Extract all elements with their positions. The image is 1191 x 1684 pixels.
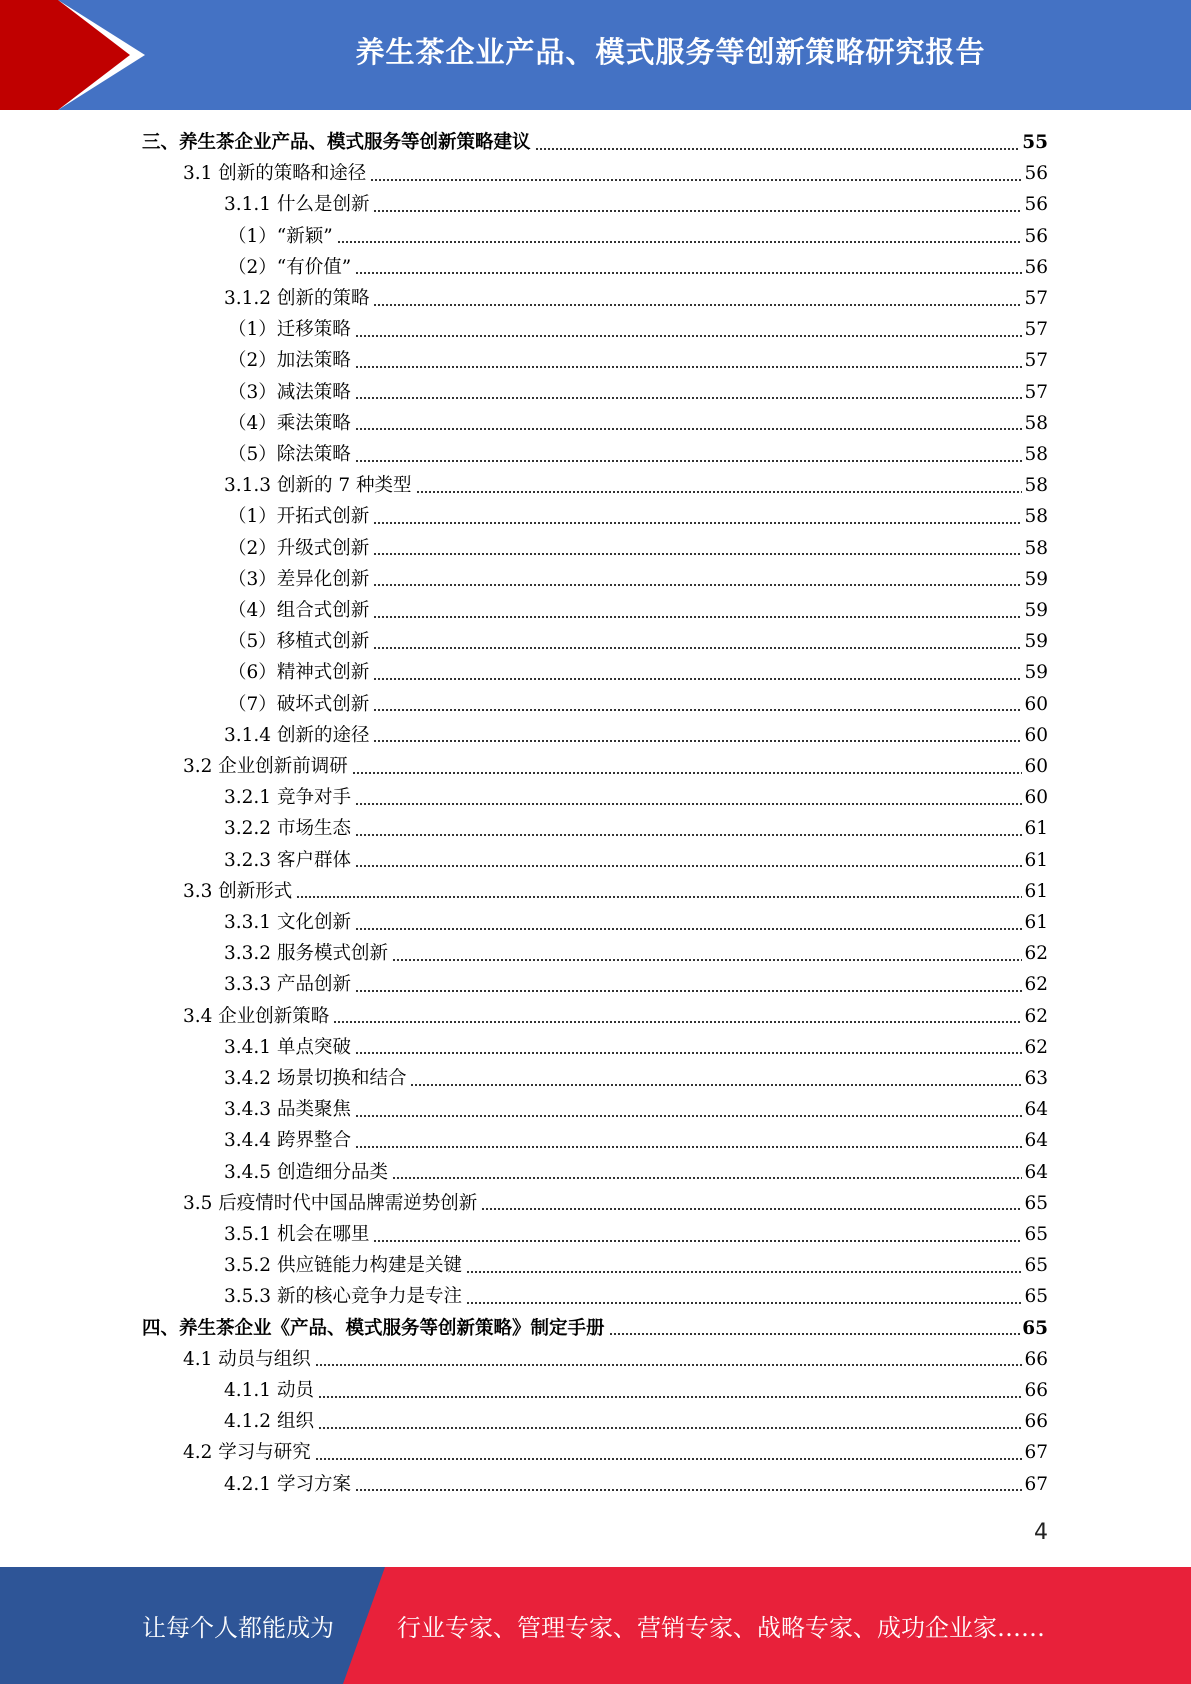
toc-entry[interactable] xyxy=(183,1001,1048,1032)
toc-dot-leader xyxy=(355,460,1023,462)
toc-entry-label: 3.4.2 场景切换和结合 xyxy=(224,1068,407,1089)
toc-entry-page: 60 xyxy=(1024,756,1048,777)
header-chevron-icon xyxy=(0,0,160,110)
toc-entry-label: 3.3 创新形式 xyxy=(183,880,293,902)
toc-entry-label: （2）升级式创新 xyxy=(228,537,370,559)
toc-entry-page: 64 xyxy=(1024,1099,1048,1121)
toc-entry[interactable] xyxy=(224,907,1048,938)
toc-dot-leader xyxy=(355,366,1023,368)
toc-entry[interactable] xyxy=(224,1406,1048,1437)
toc-entry-label: （2）加法策略 xyxy=(228,350,351,372)
toc-dot-leader xyxy=(355,865,1023,867)
toc-dot-leader xyxy=(416,491,1023,493)
toc-entry-label: 3.4.5 创造细分品类 xyxy=(224,1161,388,1183)
toc-dot-leader xyxy=(355,834,1023,836)
toc-dot-leader xyxy=(466,1302,1022,1304)
toc-dot-leader xyxy=(373,522,1022,524)
toc-entry[interactable] xyxy=(224,1469,1048,1500)
toc-entry-label: 4.1 动员与组织 xyxy=(183,1348,311,1370)
toc-entry-page: 60 xyxy=(1024,693,1048,715)
toc-dot-leader xyxy=(296,896,1022,898)
toc-entry[interactable] xyxy=(183,1344,1048,1375)
toc-entry-label: 3.5.2 供应链能力构建是关键 xyxy=(224,1255,462,1277)
toc-entry-page: 58 xyxy=(1024,475,1048,497)
toc-entry[interactable] xyxy=(224,1094,1048,1125)
toc-dot-leader xyxy=(466,1271,1022,1273)
toc-entry[interactable] xyxy=(228,501,1048,532)
toc-entry[interactable] xyxy=(224,1250,1048,1281)
toc-entry-label: （6）精神式创新 xyxy=(228,662,370,684)
toc-entry-page: 57 xyxy=(1024,350,1048,372)
toc-dot-leader xyxy=(333,1021,1022,1023)
toc-entry[interactable] xyxy=(224,1125,1048,1156)
toc-entry-page: 56 xyxy=(1024,256,1048,278)
toc-entry-page: 57 xyxy=(1024,288,1048,309)
toc-dot-leader xyxy=(355,803,1023,805)
toc-entry-page: 62 xyxy=(1024,974,1048,996)
toc-entry-page: 65 xyxy=(1024,1286,1048,1308)
toc-entry-page: 58 xyxy=(1024,506,1048,528)
toc-entry-page: 62 xyxy=(1024,1005,1048,1027)
toc-entry-page: 64 xyxy=(1024,1130,1048,1152)
toc-entry-label: 3.3.3 产品创新 xyxy=(224,974,351,996)
toc-dot-leader xyxy=(373,740,1022,742)
toc-dot-leader xyxy=(373,304,1022,306)
toc-dot-leader xyxy=(355,1489,1023,1491)
toc-dot-leader xyxy=(318,1396,1023,1398)
toc-entry-label: 3.5.3 新的核心竞争力是专注 xyxy=(224,1286,462,1308)
toc-dot-leader xyxy=(355,990,1023,992)
toc-entry-label: 3.2 企业创新前调研 xyxy=(183,756,348,777)
toc-entry[interactable] xyxy=(224,845,1048,876)
toc-entry[interactable] xyxy=(183,1188,1048,1219)
toc-dot-leader xyxy=(318,1427,1023,1429)
toc-dot-leader xyxy=(609,1333,1021,1335)
toc-entry-page: 66 xyxy=(1024,1348,1048,1370)
toc-dot-leader xyxy=(392,1177,1022,1179)
toc-entry-page: 59 xyxy=(1024,600,1048,621)
toc-entry-label: 3.3.2 服务模式创新 xyxy=(224,943,388,965)
toc-dot-leader xyxy=(481,1208,1022,1210)
toc-entry-page: 62 xyxy=(1024,1036,1048,1058)
toc-entry-label: 4.1.2 组织 xyxy=(224,1411,314,1433)
toc-entry[interactable] xyxy=(228,657,1048,688)
toc-entry-label: 3.4.1 单点突破 xyxy=(224,1036,351,1058)
toc-entry-label: （5）除法策略 xyxy=(228,444,351,465)
toc-entry-page: 67 xyxy=(1024,1442,1048,1464)
page-footer xyxy=(0,1567,1191,1684)
toc-dot-leader xyxy=(355,335,1023,337)
toc-entry-page: 63 xyxy=(1024,1068,1048,1089)
toc-dot-leader xyxy=(373,210,1022,212)
toc-entry-label: 3.3.1 文化创新 xyxy=(224,912,351,933)
toc-entry[interactable] xyxy=(183,751,1048,782)
toc-entry-page: 62 xyxy=(1024,943,1048,965)
toc-entry-label: （3）减法策略 xyxy=(228,381,351,403)
toc-dot-leader xyxy=(355,1115,1023,1117)
toc-entry-page: 61 xyxy=(1024,818,1048,840)
toc-entry-page: 61 xyxy=(1024,880,1048,902)
toc-entry-page: 55 xyxy=(1022,132,1048,153)
toc-entry-label: 3.2.3 客户群体 xyxy=(224,849,351,871)
toc-entry[interactable] xyxy=(228,345,1048,376)
toc-dot-leader xyxy=(355,397,1023,399)
toc-entry-label: （7）破坏式创新 xyxy=(228,693,370,715)
toc-entry[interactable] xyxy=(224,1219,1048,1250)
footer-slogan-left: 让每个人都能成为 xyxy=(142,1614,334,1642)
toc-entry[interactable] xyxy=(228,314,1048,345)
toc-dot-leader xyxy=(373,678,1022,680)
toc-entry-page: 59 xyxy=(1024,662,1048,684)
toc-dot-leader xyxy=(355,428,1023,430)
toc-entry[interactable] xyxy=(224,1032,1048,1063)
toc-entry-page: 57 xyxy=(1024,319,1048,341)
toc-entry[interactable] xyxy=(224,189,1048,220)
toc-entry[interactable] xyxy=(228,564,1048,595)
toc-entry-label: 3.4.4 跨界整合 xyxy=(224,1130,351,1152)
toc-entry[interactable] xyxy=(224,813,1048,844)
toc-entry[interactable] xyxy=(228,221,1048,252)
toc-dot-leader xyxy=(370,179,1022,181)
toc-entry-page: 64 xyxy=(1024,1161,1048,1183)
toc-entry-page: 60 xyxy=(1024,787,1048,809)
toc-dot-leader xyxy=(355,1146,1023,1148)
toc-entry-label: 3.4 企业创新策略 xyxy=(183,1005,330,1027)
toc-entry-label: 四、养生茶企业《产品、模式服务等创新策略》制定手册 xyxy=(142,1317,605,1339)
toc-dot-leader xyxy=(355,928,1023,930)
toc-entry-label: 4.2 学习与研究 xyxy=(183,1442,311,1464)
toc-entry-page: 65 xyxy=(1024,1224,1048,1245)
toc-dot-leader xyxy=(535,148,1021,150)
toc-entry[interactable] xyxy=(224,720,1048,751)
toc-entry-page: 56 xyxy=(1024,163,1048,185)
toc-dot-leader xyxy=(410,1084,1022,1086)
toc-entry[interactable] xyxy=(224,782,1048,813)
toc-entry[interactable] xyxy=(228,408,1048,439)
toc-entry-page: 61 xyxy=(1024,849,1048,871)
toc-entry-label: 3.1 创新的策略和途径 xyxy=(183,163,367,185)
toc-dot-leader xyxy=(337,241,1023,243)
toc-entry[interactable] xyxy=(224,1157,1048,1188)
toc-entry-label: 3.2.1 竞争对手 xyxy=(224,787,351,809)
toc-chapter-entry[interactable] xyxy=(142,1313,1048,1344)
toc-entry[interactable] xyxy=(228,377,1048,408)
toc-entry-label: 三、养生茶企业产品、模式服务等创新策略建议 xyxy=(142,132,531,153)
toc-dot-leader xyxy=(373,616,1022,618)
toc-entry-page: 60 xyxy=(1024,724,1048,746)
toc-dot-leader xyxy=(373,647,1022,649)
toc-entry[interactable] xyxy=(228,595,1048,626)
toc-entry[interactable] xyxy=(183,158,1048,189)
toc-entry[interactable] xyxy=(228,689,1048,720)
toc-entry-label: 4.1.1 动员 xyxy=(224,1380,314,1401)
toc-entry[interactable] xyxy=(224,938,1048,969)
toc-entry-label: 3.2.2 市场生态 xyxy=(224,818,351,840)
toc-entry-page: 56 xyxy=(1024,194,1048,216)
toc-dot-leader xyxy=(355,1052,1023,1054)
toc-entry-page: 61 xyxy=(1024,912,1048,933)
toc-entry-page: 58 xyxy=(1024,537,1048,559)
toc-entry[interactable] xyxy=(224,470,1048,501)
toc-entry[interactable] xyxy=(224,1063,1048,1094)
toc-entry-label: （4）乘法策略 xyxy=(228,412,351,434)
toc-entry-label: 3.1.3 创新的 7 种类型 xyxy=(224,475,412,497)
toc-dot-leader xyxy=(315,1458,1023,1460)
toc-dot-leader xyxy=(373,584,1022,586)
toc-entry-page: 59 xyxy=(1024,631,1048,653)
toc-dot-leader xyxy=(315,1364,1023,1366)
toc-entry-page: 66 xyxy=(1024,1380,1048,1401)
report-title: 养生茶企业产品、模式服务等创新策略研究报告 xyxy=(355,34,986,69)
toc-entry-page: 58 xyxy=(1024,444,1048,465)
toc-entry-label: （1）“新颖” xyxy=(228,225,333,247)
toc-entry[interactable] xyxy=(224,1281,1048,1312)
toc-entry-label: 3.1.4 创新的途径 xyxy=(224,724,370,746)
toc-entry[interactable] xyxy=(183,876,1048,907)
toc-dot-leader xyxy=(392,959,1022,961)
toc-entry[interactable] xyxy=(228,439,1048,470)
page-number: 4 xyxy=(1034,1520,1048,1545)
toc-entry-label: （1）迁移策略 xyxy=(228,319,351,341)
toc-entry-page: 65 xyxy=(1024,1192,1048,1214)
toc-entry[interactable] xyxy=(224,969,1048,1000)
toc-entry[interactable] xyxy=(183,1437,1048,1468)
toc-entry-page: 57 xyxy=(1024,381,1048,403)
toc-entry[interactable] xyxy=(224,1375,1048,1406)
footer-slogan-right: 行业专家、管理专家、营销专家、战略专家、成功企业家…… xyxy=(397,1614,1045,1642)
toc-entry-page: 65 xyxy=(1024,1255,1048,1277)
toc-dot-leader xyxy=(373,709,1022,711)
toc-entry-page: 56 xyxy=(1024,225,1048,247)
toc-entry-label: （5）移植式创新 xyxy=(228,631,370,653)
toc-dot-leader xyxy=(373,1240,1022,1242)
toc-entry-label: 3.5 后疫情时代中国品牌需逆势创新 xyxy=(183,1192,478,1214)
toc-entry-label: （4）组合式创新 xyxy=(228,600,370,621)
toc-entry-page: 67 xyxy=(1024,1473,1048,1495)
toc-entry-page: 59 xyxy=(1024,568,1048,590)
toc-entry-page: 58 xyxy=(1024,412,1048,434)
toc-entry-label: 3.1.2 创新的策略 xyxy=(224,288,370,309)
toc-entry-page: 66 xyxy=(1024,1411,1048,1433)
toc-dot-leader xyxy=(355,272,1022,274)
toc-entry-label: 4.2.1 学习方案 xyxy=(224,1473,351,1495)
toc-entry-label: 3.1.1 什么是创新 xyxy=(224,194,370,216)
toc-dot-leader xyxy=(352,772,1023,774)
toc-entry-page: 65 xyxy=(1022,1317,1048,1339)
toc-entry[interactable] xyxy=(228,626,1048,657)
toc-entry-label: （2）“有价值” xyxy=(228,256,352,278)
page-header xyxy=(0,0,1191,110)
toc-entry[interactable] xyxy=(228,533,1048,564)
toc-entry[interactable] xyxy=(228,252,1048,283)
toc-entry-label: （1）开拓式创新 xyxy=(228,506,370,528)
toc-dot-leader xyxy=(373,553,1022,555)
toc-chapter-entry[interactable] xyxy=(142,127,1048,158)
toc-entry-label: 3.4.3 品类聚焦 xyxy=(224,1099,351,1121)
toc-entry-label: 3.5.1 机会在哪里 xyxy=(224,1224,370,1245)
toc-entry[interactable] xyxy=(224,283,1048,314)
toc-entry-label: （3）差异化创新 xyxy=(228,568,370,590)
